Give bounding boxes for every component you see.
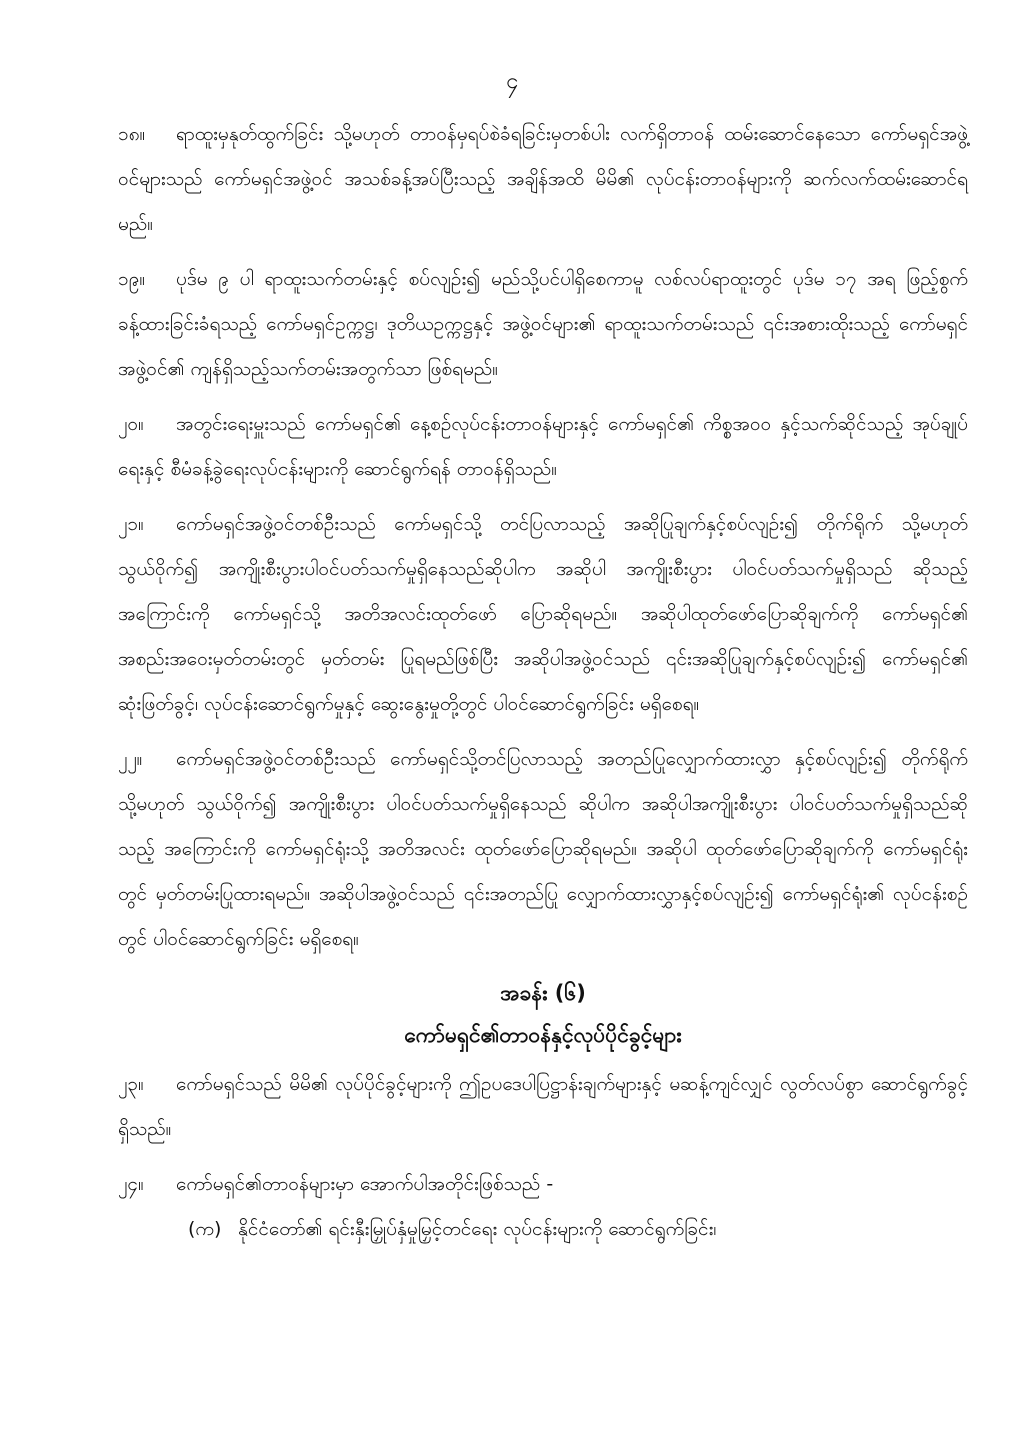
paragraph-text: ရာထူးမှနုတ်ထွက်ခြင်း သို့မဟုတ် တာဝန်မှရပ်စဲခံရခြင်းမှတစ်ပါး လက်ရှိတာဝန် ထမ်းဆောင်နေသော ကော်မရှင်အဖွဲ့ဝင်များသည် ကော်မရှင်အဖွဲ့ဝင် အသစ်ခန့်အပ်ပြီးသည့် အချိန်အထိ မိမိ၏ လုပ်ငန်းတာဝန်များကို ဆက်လက်ထမ်းဆောင်ရမည်။ — [118, 123, 968, 235]
paragraph-24 — [118, 1162, 968, 1207]
paragraph-number: ၂၂။ — [118, 748, 143, 770]
chapter-title: အခန်း (၆) — [500, 981, 586, 1005]
paragraph-text: ကော်မရှင်၏တာဝန်များမှာ အောက်ပါအတိုင်းဖြစ်သည် - — [176, 1173, 554, 1195]
paragraph-19 — [118, 257, 968, 392]
paragraph-number: ၂၄။ — [118, 1173, 144, 1195]
paragraph-18 — [118, 112, 968, 247]
paragraph-number: ၁၉။ — [118, 268, 146, 290]
paragraph-number: ၂၀။ — [118, 413, 144, 435]
paragraph-20 — [118, 402, 968, 492]
sub-item-label: (က) — [188, 1218, 222, 1240]
sub-item-text: နိုင်ငံတော်၏ ရင်းနှီးမြှုပ်နှံမှုမြှင့်တင်ရေး လုပ်ငန်းများကို ဆောင်ရွက်ခြင်း၊ — [238, 1218, 717, 1240]
paragraph-text: ပုဒ်မ ၉ ပါ ရာထူးသက်တမ်းနှင့် စပ်လျဉ်း၍ မည်သို့ပင်ပါရှိစေကာမူ လစ်လပ်ရာထူးတွင် ပုဒ်မ ၁၇ အရ ဖြည့်စွက်ခန့်ထားခြင်းခံရသည့် ကော်မရှင်ဥက္ကဋ္ဌ၊ ဒုတိယဥက္ကဋ္ဌနှင့် အဖွဲ့ဝင်များ၏ ရာထူးသက်တမ်းသည် ၎င်းအစားထိုးသည့် ကော်မရှင်အဖွဲ့ဝင်၏ ကျန်ရှိသည့်သက်တမ်းအတွက်သာ ဖြစ်ရမည်။ — [118, 268, 968, 380]
paragraph-23 — [118, 1062, 968, 1152]
paragraph-22 — [118, 737, 968, 962]
paragraph-number: ၂၁။ — [118, 513, 144, 535]
page-number: ၄ — [505, 69, 519, 94]
paragraph-number: ၁၈။ — [118, 123, 146, 145]
paragraph-21 — [118, 502, 968, 727]
paragraph-text: ကော်မရှင်အဖွဲ့ဝင်တစ်ဦးသည် ကော်မရှင်သို့ တင်ပြလာသည့် အဆိုပြုချက်နှင့်စပ်လျဉ်း၍ တိုက်ရိုက် သို့မဟုတ် သွယ်ဝိုက်၍ အကျိုးစီးပွားပါဝင်ပတ်သက်မှုရှိနေသည်ဆိုပါက အဆိုပါ အကျိုးစီးပွား ပါဝင်ပတ်သက်မှုရှိသည် ဆိုသည့်အကြောင်းကို ကော်မရှင်သို့ အတိအလင်းထုတ်ဖော် ပြောဆိုရမည်။ အဆိုပါထုတ်ဖော်ပြောဆိုချက်ကို ကော်မရှင်၏ အစည်းအဝေးမှတ်တမ်းတွင် မှတ်တမ်း ပြုရမည်ဖြစ်ပြီး အဆိုပါအဖွဲ့ဝင်သည် ၎င်းအဆိုပြုချက်နှင့်စပ်လျဉ်း၍ ကော်မရှင်၏ ဆုံးဖြတ်ခွင့်၊ လုပ်ငန်းဆောင်ရွက်မှုနှင့် ဆွေးနွေးမှုတို့တွင် ပါဝင်ဆောင်ရွက်ခြင်း မရှိစေရ။ — [118, 513, 968, 715]
paragraph-text: ကော်မရှင်သည် မိမိ၏ လုပ်ပိုင်ခွင့်များကို ဤဥပဒေပါပြဋ္ဌာန်းချက်များနှင့် မဆန့်ကျင်လျှင် လွတ်လပ်စွာ ဆောင်ရွက်ခွင့်ရှိသည်။ — [118, 1073, 968, 1140]
sub-item-ka — [118, 1207, 968, 1252]
document-body — [118, 112, 968, 1252]
chapter-subtitle: ကော်မရှင်၏တာဝန်နှင့်လုပ်ပိုင်ခွင့်များ — [404, 1023, 682, 1047]
paragraph-text: ကော်မရှင်အဖွဲ့ဝင်တစ်ဦးသည် ကော်မရှင်သို့တင်ပြလာသည့် အတည်ပြုလျှောက်ထားလွှာ နှင့်စပ်လျဉ်း၍ တိုက်ရိုက် သို့မဟုတ် သွယ်ဝိုက်၍ အကျိုးစီးပွား ပါဝင်ပတ်သက်မှုရှိနေသည် ဆိုပါက အဆိုပါအကျိုးစီးပွား ပါဝင်ပတ်သက်မှုရှိသည်ဆိုသည့် အကြောင်းကို ကော်မရှင်ရုံးသို့ အတိအလင်း ထုတ်ဖော်ပြောဆိုရမည်။ အဆိုပါ ထုတ်ဖော်ပြောဆိုချက်ကို ကော်မရှင်ရုံးတွင် မှတ်တမ်းပြုထားရမည်။ အဆိုပါအဖွဲ့ဝင်သည် ၎င်းအတည်ပြု လျှောက်ထားလွှာနှင့်စပ်လျဉ်း၍ ကော်မရှင်ရုံး၏ လုပ်ငန်းစဉ်တွင် ပါဝင်ဆောင်ရွက်ခြင်း မရှိစေရ။ — [118, 748, 968, 950]
paragraph-number: ၂၃။ — [118, 1073, 144, 1095]
paragraph-text: အတွင်းရေးမှူးသည် ကော်မရှင်၏ နေ့စဉ်လုပ်ငန်းတာဝန်များနှင့် ကော်မရှင်၏ ကိစ္စအဝဝ နှင့်သက်ဆိုင်သည့် အုပ်ချုပ်ရေးနှင့် စီမံခန့်ခွဲရေးလုပ်ငန်းများကို ဆောင်ရွက်ရန် တာဝန်ရှိသည်။ — [118, 413, 968, 480]
